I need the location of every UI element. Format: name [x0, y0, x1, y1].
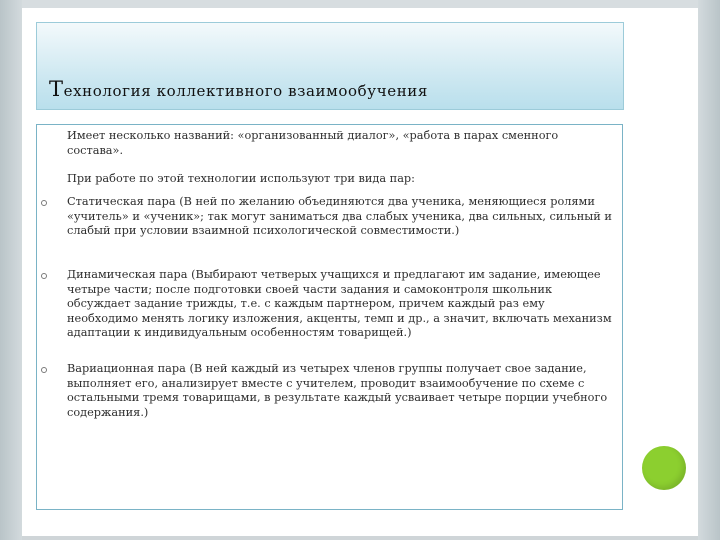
title-box	[36, 22, 624, 110]
circle-bullet-icon	[41, 200, 47, 206]
content-box	[36, 124, 623, 510]
bullet-variation-pair: Вариационная пара (В ней каждый из четырех членов группы получает свое задание, выполняет его, анализирует вместе с учителем, проводит взаимообучение по схеме с остальными тремя товарищами, в результате каждый усваивает четыре порции учебного содержания.)	[67, 362, 608, 419]
circle-bullet-icon	[41, 273, 47, 279]
green-circle-decoration	[642, 446, 686, 490]
bullet-static-pair: Статическая пара (В ней по желанию объединяются два ученика, меняющиеся ролями «учитель» и «ученик»; так могут заниматься два слабых ученика, два сильных, сильный и слабый при условии взаимной психологической совместимости.)	[67, 195, 612, 238]
intro-paragraph: Имеет несколько названий: «организованный диалог», «работа в парах сменного состава».	[67, 129, 559, 157]
slide-title: Технология коллективного взаимообучения	[49, 77, 428, 101]
circle-bullet-icon	[41, 367, 47, 373]
left-decor-strip	[0, 0, 22, 540]
intro-paragraph-2: При работе по этой технологии используют три вида пар:	[67, 172, 415, 185]
bullet-dynamic-pair: Динамическая пара (Выбирают четверых учащихся и предлагают им задание, имеющее четыре части; после подготовки своей части задания и самоконтроля школьник обсуждает задание трижды, т.е. с каждым партнером, причем каждый раз ему необходимо менять логику изложения, акценты, темп и др., а значит, включать механизм адаптации к индивидуальным особенностям товарищей.)	[67, 268, 612, 340]
right-decor-strip	[698, 0, 720, 540]
